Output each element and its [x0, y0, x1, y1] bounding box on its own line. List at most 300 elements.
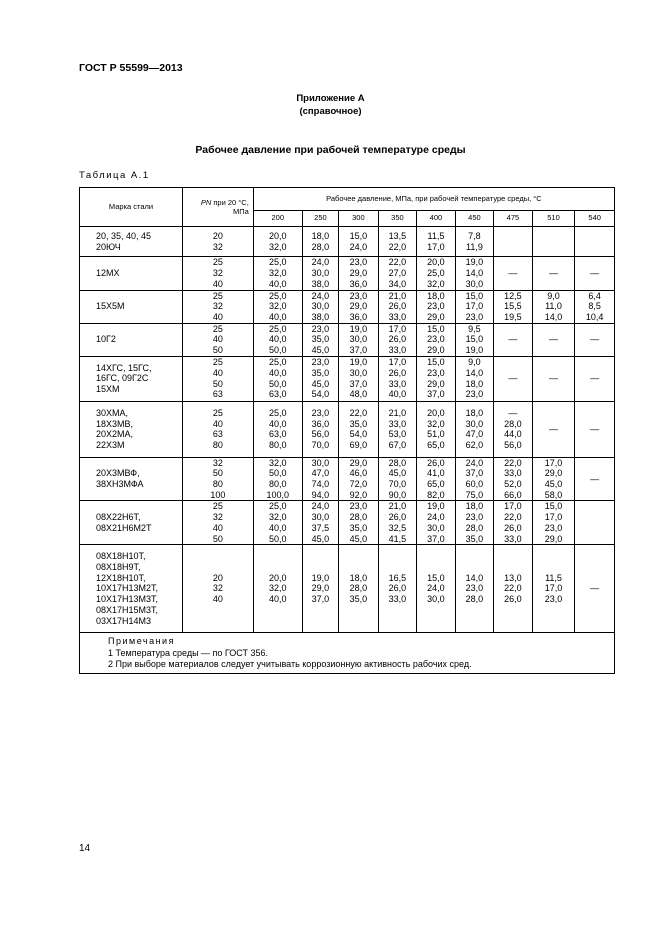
pressure-cell [575, 457, 615, 501]
pressure-value: 35,0 [311, 334, 330, 345]
pressure-value: 18,0 [465, 378, 484, 389]
pn-value: 63 [212, 389, 223, 400]
pressure-cell [302, 545, 338, 633]
pressure-value: 19,0 [311, 572, 330, 583]
pressure-value: 11,5 [427, 231, 445, 241]
pn-value: 63 [212, 429, 223, 440]
pressure-cell [575, 545, 615, 633]
pressure-cell [532, 501, 575, 545]
pressure-value: 15,0 [465, 334, 484, 345]
pressure-value: 20,0 [268, 572, 287, 583]
pressure-value: 23,0 [349, 290, 368, 301]
pressure-value: 69,0 [349, 439, 368, 450]
pressure-value: 28,0 [465, 522, 484, 533]
pressure-value: 70,0 [311, 439, 330, 450]
steel-grade: 30ХМА, [96, 407, 129, 418]
pressure-value: 29,0 [544, 468, 563, 479]
pressure-cell [339, 257, 379, 290]
pressure-value: 29,0 [349, 457, 368, 468]
temp-header: 540 [575, 211, 615, 227]
pressure-value: 80,0 [268, 479, 287, 490]
pn-cell [183, 257, 254, 290]
steel-grade: 20Х2МА, [96, 429, 134, 440]
pn-value: 25 [212, 257, 223, 268]
pressure-cell [494, 501, 533, 545]
pressure-value: 50,0 [268, 345, 287, 356]
steel-grade-cell [80, 290, 183, 323]
table-row [80, 545, 615, 633]
pn-value: 25 [212, 501, 223, 512]
pressure-cell [339, 323, 379, 356]
steel-grade-cell [80, 501, 183, 545]
steel-grade: 20, 35, 40, 45 [96, 231, 152, 241]
steel-grade: 15Х5М [96, 301, 125, 312]
pressure-value: 40,0 [268, 278, 287, 289]
pressure-cell [494, 227, 533, 257]
pressure-value: 36,0 [311, 418, 330, 429]
temp-header: 450 [455, 211, 494, 227]
pressure-value: 47,0 [311, 468, 330, 479]
pressure-value: 75,0 [465, 489, 484, 500]
pressure-value: 29,0 [427, 345, 445, 356]
pn-value: 50 [212, 378, 223, 389]
steel-grade-cell [80, 545, 183, 633]
pressure-value: 30,0 [311, 512, 330, 523]
pressure-value: 17,0 [388, 357, 407, 368]
pressure-value: 22,0 [504, 583, 522, 594]
pn-cell [183, 356, 254, 401]
pressure-value: 25,0 [268, 501, 287, 512]
dash-value: — [508, 268, 518, 279]
pressure-value: 37,0 [311, 594, 330, 605]
notes-cell [80, 633, 615, 674]
pressure-value: 19,0 [465, 257, 484, 268]
pn-cell [183, 545, 254, 633]
pressure-value: 30,0 [311, 301, 330, 312]
pressure-value: 45,0 [349, 533, 368, 544]
pressure-cell [494, 323, 533, 356]
pressure-value: 40,0 [268, 594, 287, 605]
pressure-value: 32,0 [427, 418, 445, 429]
pressure-value: 17,0 [427, 241, 445, 252]
pressure-cell [253, 401, 302, 457]
pressure-value: 24,0 [427, 512, 445, 523]
pn-value: 25 [212, 323, 223, 334]
pressure-value: 18,0 [465, 501, 484, 512]
pressure-value: 29,0 [427, 311, 445, 322]
pressure-cell [339, 501, 379, 545]
pressure-cell [417, 257, 456, 290]
dash-value: — [590, 268, 600, 279]
pressure-value: 14,0 [465, 368, 484, 379]
section-title: Рабочее давление при рабочей температуре среды [195, 144, 466, 156]
pn-value: 32 [212, 457, 223, 468]
pressure-value: 70,0 [388, 479, 407, 490]
pressure-value: 23,0 [349, 257, 368, 268]
pressure-value: 21,0 [388, 290, 407, 301]
steel-grade: 10Х17Н13М3Т, [96, 594, 159, 605]
pressure-value: 41,5 [388, 533, 407, 544]
pressure-value: 34,0 [388, 278, 407, 289]
pressure-value: 9,0 [547, 290, 560, 301]
pressure-value: 45,0 [544, 479, 563, 490]
pn-value: 40 [212, 594, 223, 605]
pressure-value: 60,0 [465, 479, 484, 490]
pressure-cell [302, 257, 338, 290]
pressure-value: 67,0 [388, 439, 407, 450]
pressure-cell [532, 356, 575, 401]
pressure-value: 23,0 [465, 311, 484, 322]
pressure-value: 37,0 [427, 533, 445, 544]
temp-header: 350 [378, 211, 417, 227]
pressure-value: 38,0 [311, 278, 330, 289]
pressure-cell [455, 545, 494, 633]
pressure-value: 28,0 [504, 418, 522, 429]
pressure-value: 25,0 [268, 357, 287, 368]
pressure-value: 40,0 [268, 334, 287, 345]
steel-grade: 18Х3МВ, [96, 418, 134, 429]
pressure-cell [532, 257, 575, 290]
pressure-cell [339, 545, 379, 633]
pressure-value: 19,0 [349, 323, 368, 334]
pressure-value: 33,0 [504, 468, 522, 479]
pressure-value: 15,0 [427, 323, 445, 334]
pressure-value: 32,5 [388, 522, 407, 533]
pressure-value: 40,0 [388, 389, 407, 400]
dash-value: — [549, 268, 558, 279]
pressure-cell [253, 323, 302, 356]
pressure-cell [339, 457, 379, 501]
pressure-value: 44,0 [504, 429, 522, 440]
pressure-value: 28,0 [388, 457, 407, 468]
steel-grade: 08Х18Н10Т, [96, 551, 146, 562]
pressure-value: 24,0 [311, 290, 330, 301]
pressure-value: 50,0 [268, 468, 287, 479]
pressure-value: 21,0 [388, 407, 407, 418]
pn-cell [183, 323, 254, 356]
pressure-value: 17,0 [388, 323, 407, 334]
pressure-cell [302, 501, 338, 545]
pressure-value: 28,0 [349, 583, 368, 594]
pressure-cell [417, 356, 456, 401]
pressure-value: 50,0 [268, 533, 287, 544]
pressure-value: 11,0 [545, 301, 562, 312]
dash-value: — [590, 334, 600, 345]
page-number: 14 [79, 843, 91, 854]
table-row [80, 401, 615, 457]
pressure-value: 7,8 [468, 231, 481, 241]
pn-value: 40 [212, 368, 223, 379]
pn-value: 40 [212, 334, 223, 345]
pressure-value: 23,0 [465, 389, 484, 400]
pressure-value: 24,0 [427, 583, 445, 594]
pn-value: 25 [212, 357, 223, 368]
pn-value: 40 [212, 311, 223, 322]
pressure-value: 23,0 [427, 334, 445, 345]
pn-cell [183, 401, 254, 457]
pressure-value: 36,0 [349, 311, 368, 322]
pressure-value: 17,0 [544, 512, 563, 523]
pressure-value: 16,5 [388, 572, 407, 583]
pn-label: PN [200, 197, 212, 207]
pressure-cell [494, 290, 533, 323]
pressure-value: 92,0 [349, 489, 368, 500]
pressure-cell [575, 356, 615, 401]
pressure-cell [253, 457, 302, 501]
steel-grade-cell [80, 257, 183, 290]
pressure-value: 30,0 [311, 268, 330, 279]
pressure-value: 37,0 [349, 378, 368, 389]
steel-grade: 10Х17Н13М2Т, [96, 583, 159, 594]
pn-cell [183, 290, 254, 323]
pressure-value: 11,5 [545, 572, 562, 583]
pressure-value: 63,0 [268, 429, 287, 440]
pressure-cell [302, 457, 338, 501]
steel-grade: 12МХ [96, 268, 120, 279]
pressure-value: 62,0 [465, 439, 484, 450]
steel-grade: 14ХГС, 15ГС, [96, 362, 152, 373]
pressure-value: 54,0 [349, 429, 368, 440]
steel-grade-cell [80, 401, 183, 457]
steel-grade: 03Х17Н14М3 [96, 615, 152, 626]
pressure-value: 40,0 [268, 311, 287, 322]
pressure-cell [253, 545, 302, 633]
temp-header: 300 [339, 211, 379, 227]
pressure-value: 11,9 [465, 241, 483, 252]
pressure-value: 21,0 [388, 501, 407, 512]
pressure-value: 23,0 [427, 368, 445, 379]
pressure-value: 26,0 [504, 594, 522, 605]
pn-value: 32 [212, 241, 223, 252]
pressure-value: 24,0 [465, 457, 484, 468]
dash-value: — [590, 583, 600, 594]
steel-grade: 22Х3М [96, 439, 125, 450]
pressure-value: 26,0 [388, 334, 407, 345]
steel-grade: 16ГС, 09Г2С [96, 373, 149, 384]
pressure-cell [378, 401, 417, 457]
pressure-value: 30,0 [465, 418, 484, 429]
pressure-value: 15,0 [427, 572, 445, 583]
pressure-value: 66,0 [504, 489, 522, 500]
dash-value: — [590, 373, 600, 384]
pressure-value: 13,5 [388, 231, 407, 241]
pressure-value: 6,4 [588, 290, 601, 301]
pressure-value: 48,0 [349, 389, 368, 400]
pressure-cell [455, 257, 494, 290]
pressure-cell [339, 401, 379, 457]
pressure-value: 100,0 [266, 489, 290, 500]
pressure-cell [302, 290, 338, 323]
pressure-value: 29,0 [427, 378, 445, 389]
pressure-cell [417, 457, 456, 501]
pressure-cell [417, 323, 456, 356]
pressure-value: 50,0 [268, 378, 287, 389]
pn-value: 50 [212, 533, 223, 544]
pn-cell [183, 501, 254, 545]
pressure-value: 15,0 [465, 290, 484, 301]
pressure-value: 32,0 [268, 241, 287, 252]
pressure-value: 30,0 [427, 594, 445, 605]
pressure-value: 32,0 [268, 301, 287, 312]
pressure-cell [455, 457, 494, 501]
pressure-value: 82,0 [427, 489, 445, 500]
pressure-value: 23,0 [544, 522, 563, 533]
pressure-cell [455, 323, 494, 356]
pressure-value: 40,0 [268, 368, 287, 379]
steel-grade: 08Х22Н6Т, [96, 512, 141, 523]
pressure-value: 40,0 [268, 418, 287, 429]
pressure-cell [455, 290, 494, 323]
pressure-value: 22,0 [388, 257, 407, 268]
pressure-cell [417, 545, 456, 633]
table-row [80, 501, 615, 545]
pn-value: 32 [212, 268, 223, 279]
pn-label-rest: при 20 °С, МПа [213, 197, 249, 216]
pressure-value: 56,0 [311, 429, 330, 440]
pressure-value: 22,0 [349, 407, 368, 418]
pressure-value: 25,0 [427, 268, 445, 279]
appendix-title: Приложение А [296, 93, 365, 104]
pressure-value: 33,0 [388, 311, 407, 322]
pressure-value: 30,0 [349, 368, 368, 379]
pressure-table [79, 187, 615, 674]
pressure-value: 35,0 [349, 418, 368, 429]
pressure-value: 80,0 [268, 439, 287, 450]
pn-value: 100 [210, 489, 226, 500]
pressure-cell [417, 501, 456, 545]
pressure-value: 25,0 [268, 407, 287, 418]
pressure-cell [339, 356, 379, 401]
pressure-value: 23,0 [465, 512, 484, 523]
pressure-value: 56,0 [504, 439, 522, 450]
pressure-cell [575, 501, 615, 545]
pn-value: 80 [212, 439, 223, 450]
pressure-cell [417, 290, 456, 323]
col-header-pn [183, 188, 254, 227]
pressure-value: 65,0 [427, 479, 445, 490]
pressure-cell [575, 227, 615, 257]
table-row [80, 257, 615, 290]
steel-grade: 15ХМ [96, 384, 120, 395]
pressure-value: 23,0 [349, 501, 368, 512]
dash-value: — [549, 334, 558, 345]
pn-value: 40 [212, 418, 223, 429]
pressure-value: 18,0 [349, 572, 368, 583]
pressure-cell [494, 545, 533, 633]
steel-grade: 08Х18Н9Т, [96, 561, 141, 572]
pressure-cell [575, 323, 615, 356]
pressure-cell [575, 290, 615, 323]
pressure-value: 27,0 [388, 268, 407, 279]
pressure-value: 54,0 [311, 389, 330, 400]
pressure-cell [302, 323, 338, 356]
pressure-value: 29,0 [311, 583, 330, 594]
pressure-value: 35,0 [465, 533, 484, 544]
pressure-cell [378, 257, 417, 290]
pressure-value: 29,0 [349, 268, 368, 279]
pressure-value: 37,5 [311, 522, 330, 533]
pressure-value: 17,0 [544, 457, 563, 468]
temp-header: 250 [302, 211, 338, 227]
pressure-value: 35,0 [349, 522, 368, 533]
pressure-cell [532, 545, 575, 633]
pressure-value: 8,5 [588, 301, 601, 312]
dash-value: — [508, 407, 518, 418]
dash-value: — [549, 423, 558, 434]
pressure-cell [494, 457, 533, 501]
dash-value: — [508, 334, 518, 345]
pressure-value: 33,0 [388, 378, 407, 389]
pressure-value: 17,0 [465, 301, 484, 312]
steel-grade: 08Х17Н15М3Т, [96, 604, 159, 615]
pressure-cell [575, 401, 615, 457]
pn-cell [183, 227, 254, 257]
pressure-value: 23,0 [465, 583, 484, 594]
pressure-value: 19,5 [504, 311, 522, 322]
pressure-value: 35,0 [349, 594, 368, 605]
col-header-grade: Марка стали [80, 188, 183, 227]
pressure-cell [455, 501, 494, 545]
pressure-value: 45,0 [311, 345, 330, 356]
pn-value: 32 [212, 583, 223, 594]
pressure-value: 28,0 [349, 512, 368, 523]
pressure-value: 38,0 [311, 311, 330, 322]
pressure-value: 30,0 [311, 457, 330, 468]
table-label: Таблица А.1 [79, 170, 150, 181]
pressure-cell [378, 501, 417, 545]
pressure-value: 18,0 [427, 290, 445, 301]
steel-grade-cell [80, 227, 183, 257]
pressure-value: 72,0 [349, 479, 368, 490]
pressure-value: 45,0 [311, 378, 330, 389]
pressure-value: 32,0 [427, 278, 445, 289]
temp-header: 475 [494, 211, 533, 227]
notes-row [80, 633, 615, 674]
pressure-value: 14,0 [465, 572, 484, 583]
pressure-value: 33,0 [388, 345, 407, 356]
notes-heading: Примечания [108, 636, 175, 647]
pressure-cell [532, 457, 575, 501]
pressure-value: 28,0 [465, 594, 484, 605]
pressure-value: 29,0 [544, 533, 563, 544]
pn-value: 40 [212, 522, 223, 533]
steel-grade: 38ХН3МФА [96, 479, 144, 490]
steel-grade: 10Г2 [96, 334, 116, 345]
pressure-value: 63,0 [268, 389, 287, 400]
steel-grade: 20Х3МВФ, [96, 468, 140, 479]
pressure-value: 32,0 [268, 512, 287, 523]
pn-value: 20 [212, 572, 223, 583]
table-row [80, 290, 615, 323]
temp-header: 200 [253, 211, 302, 227]
pressure-cell [494, 401, 533, 457]
pressure-value: 30,0 [349, 334, 368, 345]
pressure-value: 25,0 [268, 290, 287, 301]
pressure-value: 15,0 [349, 231, 368, 241]
pressure-value: 33,0 [388, 594, 407, 605]
pressure-value: 17,0 [544, 583, 563, 594]
pn-value: 25 [212, 290, 223, 301]
pressure-cell [532, 401, 575, 457]
pressure-cell [378, 227, 417, 257]
pressure-value: 28,0 [311, 241, 330, 252]
pressure-value: 24,0 [311, 501, 330, 512]
document-header: ГОСТ Р 55599—2013 [79, 62, 183, 74]
pressure-value: 51,0 [427, 429, 445, 440]
pressure-value: 45,0 [311, 533, 330, 544]
pressure-value: 22,0 [388, 241, 407, 252]
pressure-value: 90,0 [388, 489, 407, 500]
